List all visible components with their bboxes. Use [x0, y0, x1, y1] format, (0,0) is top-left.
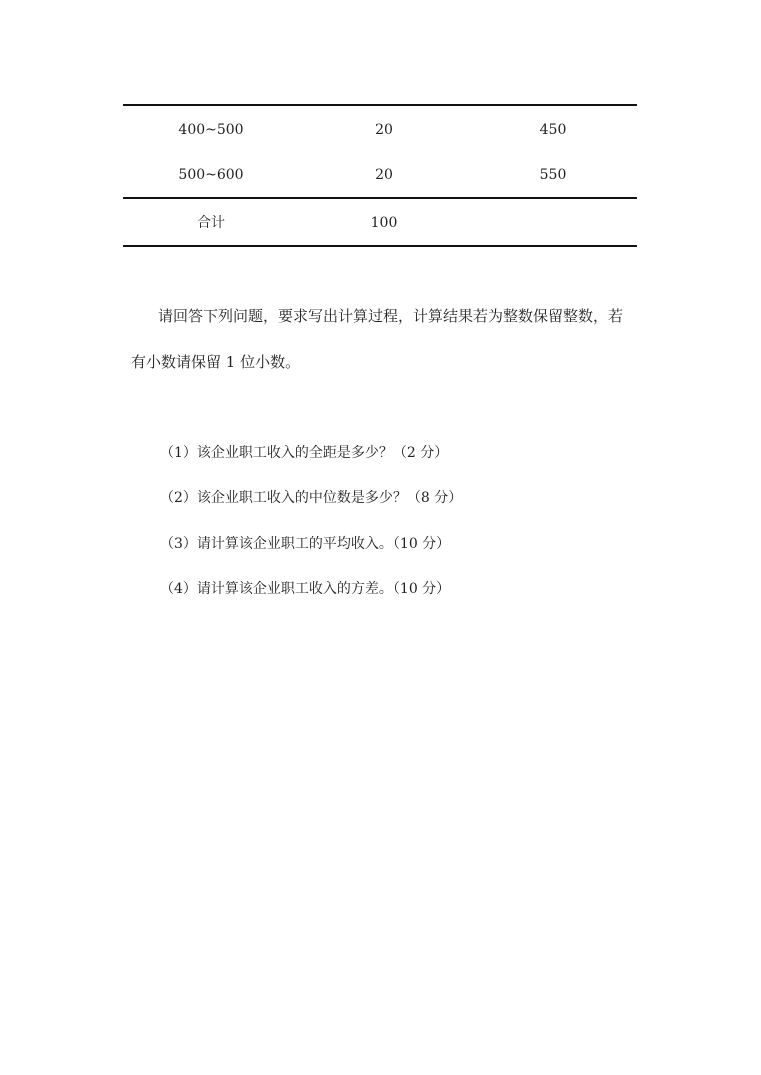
- question-1: （1）该企业职工收入的全距是多少？（2 分）: [160, 445, 449, 461]
- table-mid-rule: [123, 197, 637, 199]
- question-2: （2）该企业职工收入的中位数是多少？（8 分）: [160, 490, 463, 506]
- table-cell-income-range: 400~500: [178, 122, 244, 138]
- table-cell-midpoint: 450: [539, 122, 567, 138]
- table-cell-count: 20: [375, 122, 393, 138]
- table-cell-midpoint: 550: [539, 167, 567, 183]
- table-cell-count: 20: [375, 167, 393, 183]
- table-cell-income-range: 500~600: [178, 167, 244, 183]
- instruction-line-1: 请回答下列问题，要求写出计算过程，计算结果若为整数保留整数，若: [158, 307, 624, 325]
- question-4: （4）请计算该企业职工收入的方差。（10 分）: [160, 581, 451, 597]
- question-3: （3）请计算该企业职工的平均收入。（10 分）: [160, 536, 451, 552]
- table-top-rule: [123, 104, 637, 106]
- instruction-line-2: 有小数请保留 1 位小数。: [131, 353, 301, 371]
- table-bottom-rule: [123, 245, 637, 247]
- table-total-count: 100: [370, 215, 398, 231]
- table-total-label: 合计: [197, 215, 225, 231]
